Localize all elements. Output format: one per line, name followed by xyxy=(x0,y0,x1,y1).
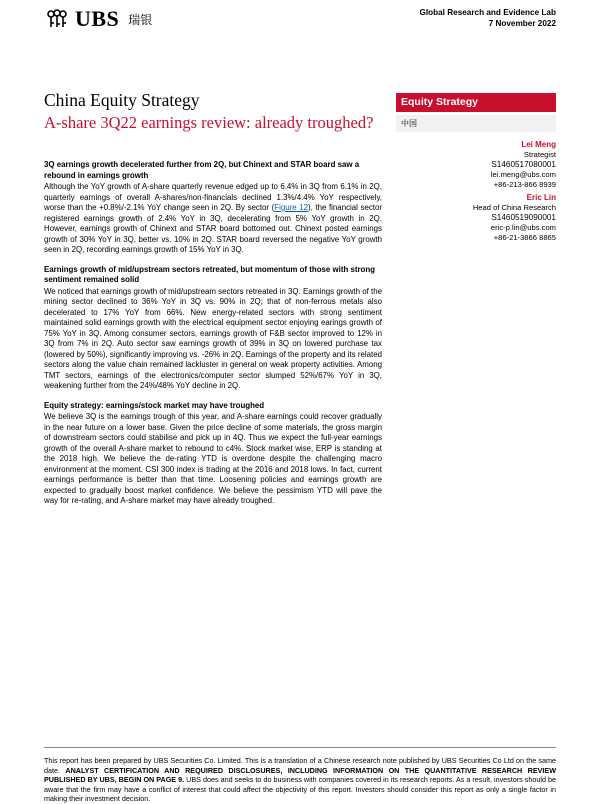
brand-name: UBS xyxy=(75,6,120,31)
section xyxy=(44,265,382,392)
disclosure-notice: ANALYST CERTIFICATION AND REQUIRED DISCLOSURES, INCLUDING INFORMATION ON THE QUANTITATIVE RESEARCH REVIEW PUBLISHED BY UBS, BEGIN ON PAGE 9. xyxy=(44,765,556,785)
brand-name-cn: 瑞银 xyxy=(128,12,153,27)
keys-logo-icon xyxy=(44,9,70,29)
disclosure-footer: This report has been prepared by UBS Securities Co. Limited. This is a translation of a Chinese research note published by UBS Securities Co Ltd on the same date. ANALYST CERTIFICATION AND REQUIRED DISCLOSURES, INCLUDING INFORMATION ON THE QUANTITATIVE RESEARCH REVIEW PUBLISHED BY UBS, BEGIN ON PAGE 9. UBS does and seeks to do business with companies covered in its research reports. As a result, investors should be aware that the firm may have a conflict of interest that could affect the objectivity of this report. Investors should consider this report as only a single factor in making their investment decision. xyxy=(44,756,556,804)
analyst-email[interactable]: eric-p.lin@ubs.com xyxy=(490,223,556,232)
ubs-logo xyxy=(44,6,152,32)
report-subtitle: A-share 3Q22 earnings review: already troughed? xyxy=(44,113,374,132)
analyst-phone: +86-21-3866 8865 xyxy=(493,233,556,242)
analyst-email[interactable]: lei.meng@ubs.com xyxy=(490,170,556,179)
report-body xyxy=(44,160,382,516)
report-date: 7 November 2022 xyxy=(488,19,556,28)
footer-divider xyxy=(44,747,556,748)
section-body: We believe 3Q is the earnings trough of this year, and A-share earnings could recover gradually in the near future on a lower base. Given the price decline of some materials, the gross margin of downstream sectors could stabilise and pick up in 4Q. Thus we expect the full-year earnings growth of the overall A-share market to rebound to c4%. Stock market wise, ERP is standing at the 2018 high. We believe the de-rating YTD is overdone despite the challenging macro environment at the moment. CSI 300 index is trading at the 2016 and 2018 lows. In fact, current earnings performance is better than that time. Loosening policies and earnings growth are expected to gradually boost market confidence. We believe the pessimism YTD will pave the way for re-rating, and A-share market may have already troughed. xyxy=(44,412,382,505)
analyst-license: S1460519090001 xyxy=(491,213,556,222)
figure-link[interactable]: Figure 12 xyxy=(274,203,309,212)
report-title: China Equity Strategy xyxy=(44,90,200,110)
division: Global Research and Evidence Lab xyxy=(419,8,556,17)
analyst-role: Strategist xyxy=(523,150,556,159)
analyst-role: Head of China Research xyxy=(472,203,556,212)
section xyxy=(44,160,382,256)
analyst-name: Lei Meng xyxy=(521,140,556,149)
section-heading: Earnings growth of mid/upstream sectors retreated, but momentum of those with strong sentiment remained solid xyxy=(44,264,376,284)
analyst-card xyxy=(473,193,556,243)
header-meta xyxy=(419,7,556,29)
region-label: 中国 xyxy=(396,115,556,132)
section-heading: 3Q earnings growth decelerated further from 2Q, but Chinext and STAR board saw a rebound in earnings growth xyxy=(44,160,360,180)
analyst-license: S1460517080001 xyxy=(491,160,556,169)
section-body: We noticed that earnings growth of mid/upstream sectors retreated in 3Q. Earnings growth of the mining sector declined to 36% YoY in 3Q vs. 90% in 2Q; that of non-ferrous metals also decelerated to 17% YoY from 66%. New energy-related sectors with strong sentiment maintained solid earnings growth with the electrical equipment sector enjoying earings growth of 75% YoY in 3Q. Among consumer sectors, earnings growth of F&B sector improved to 12% in 3Q from 7% in 2Q. Auto sector saw earnings growth of 39% in 3Q on lowered purchase tax (lowered by 50%), significantly improving vs. -26% in 2Q. Earnings of the property and its related sectors along the value chain remained lackluster in general on weak property activities. Among TMT sectors, earnings of the electronics/computer sector slumped 52%/67% YoY in 3Q, weakening further from the 24%/48% YoY decline in 2Q. xyxy=(44,286,382,390)
section-body: Although the YoY growth of A-share quarterly revenue edged up to 6.4% in 3Q from 6.1% in 2Q, quarterly earnings of overall A-shares/non-financials declined 1.3%/4.4% YoY respectively, worse than the +0.8%/-2.1% YoY change seen in 2Q. By sector (Figure 12), the financial sector registered earnings growth of 2.4% YoY in 3Q, decelerating from 5% YoY growth in 2Q. However, earnings growth of Chinext and STAR board bottomed out. Chinext posted earnings growth of 30% YoY in 3Q, better vs. 10% in 2Q. STAR board reversed the negative YoY growth seen in 2Q, recording earnings growth of 15% YoY in 3Q. xyxy=(44,182,382,254)
section xyxy=(44,401,382,507)
analyst-name: Eric Lin xyxy=(526,193,556,202)
category-banner: Equity Strategy xyxy=(396,93,556,112)
analyst-phone: +86-213-866 8939 xyxy=(493,180,556,189)
analyst-card xyxy=(491,140,556,190)
section-heading: Equity strategy: earnings/stock market may have troughed xyxy=(44,400,265,410)
